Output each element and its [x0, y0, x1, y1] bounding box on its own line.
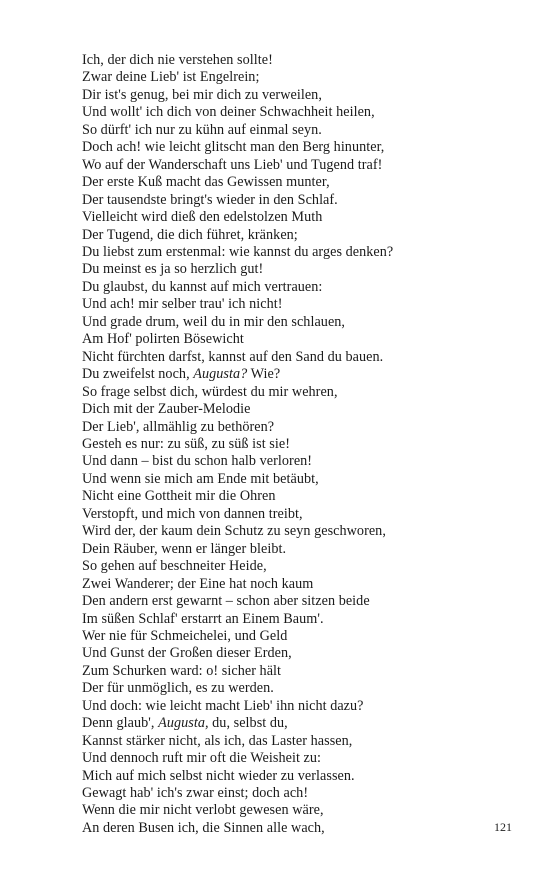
poem-line-text: Zwar deine Lieb' ist Engelrein; [82, 69, 260, 86]
poem-line-text: Und wenn sie mich am Ende mit betäubt, [82, 470, 319, 487]
poem-line [82, 611, 512, 628]
poem-line [82, 384, 512, 401]
poem-line [82, 768, 512, 785]
poem-line-text: Wenn die mir nicht verlobt gewesen wäre, [82, 802, 324, 819]
poem-line-text: Und dennoch ruft mir oft die Weisheit zu: [82, 750, 322, 767]
poem-line-text: Doch ach! wie leicht glitscht man den Berg hinunter, [82, 139, 385, 156]
poem-line [82, 471, 512, 488]
poem-line-text: Wer nie für Schmeichelei, und Geld [82, 627, 288, 644]
poem-line-text: Vielleicht wird dieß den edelstolzen Muth [82, 209, 323, 226]
poem-line [82, 296, 512, 313]
poem-line [82, 698, 512, 715]
page-number: 121 [494, 820, 512, 834]
poem-line [82, 349, 512, 366]
poem-line [82, 366, 512, 383]
poem-line-text: Und dann – bist du schon halb verloren! [82, 453, 313, 470]
poem-line [82, 453, 512, 470]
poem-text [82, 52, 512, 837]
poem-line-text: Und grade drum, weil du in mir den schlauen, [82, 313, 346, 330]
poem-line [82, 279, 512, 296]
poem-line-text: Kannst stärker nicht, als ich, das Laster hassen, [82, 732, 353, 749]
poem-line [82, 802, 512, 819]
poem-line-text: Du meinst es ja so herzlich gut! [82, 261, 264, 278]
poem-line [82, 628, 512, 645]
poem-line-text: Denn glaub', [82, 715, 159, 732]
poem-line [82, 261, 512, 278]
poem-line-text: Der Lieb', allmählig zu bethören? [82, 418, 275, 435]
poem-line [82, 209, 512, 226]
poem-line [82, 541, 512, 558]
poem-line [82, 785, 512, 802]
poem-line [82, 244, 512, 261]
poem-line-text: Nicht fürchten darfst, kannst auf den Sand du bauen. [82, 348, 384, 365]
poem-line-text: du, selbst du, [208, 715, 288, 732]
poem-line [82, 104, 512, 121]
poem-line [82, 558, 512, 575]
poem-line-text: Und wollt' ich dich von deiner Schwachheit heilen, [82, 104, 375, 121]
poem-line [82, 715, 512, 732]
poem-line-text: Zwei Wanderer; der Eine hat noch kaum [82, 575, 314, 592]
poem-line-text: Dich mit der Zauber-Melodie [82, 401, 251, 418]
poem-line-text: Und ach! mir selber trau' ich nicht! [82, 296, 283, 313]
poem-line-text: An deren Busen ich, die Sinnen alle wach, [82, 819, 325, 836]
poem-line [82, 157, 512, 174]
poem-line-text: So gehen auf beschneiter Heide, [82, 558, 267, 575]
poem-line-text: Im süßen Schlaf' erstarrt an Einem Baum'. [82, 610, 324, 627]
poem-line [82, 488, 512, 505]
poem-line [82, 436, 512, 453]
poem-line-text: Und Gunst der Großen dieser Erden, [82, 645, 292, 662]
poem-line-text: Gewagt hab' ich's zwar einst; doch ach! [82, 785, 309, 802]
poem-line-text: Nicht eine Gottheit mir die Ohren [82, 488, 276, 505]
poem-line-text: Der Tugend, die dich führet, kränken; [82, 226, 298, 243]
poem-line [82, 87, 512, 104]
poem-line-text: Der erste Kuß macht das Gewissen munter, [82, 174, 330, 191]
poem-line [82, 680, 512, 697]
poem-line-text: Dein Räuber, wenn er länger bleibt. [82, 540, 287, 557]
poem-line-text: Und doch: wie leicht macht Lieb' ihn nicht dazu? [82, 697, 364, 714]
poem-line [82, 122, 512, 139]
poem-line-text: Wie? [247, 366, 281, 383]
poem-line [82, 401, 512, 418]
poem-line-text: Du glaubst, du kannst auf mich vertrauen: [82, 278, 323, 295]
poem-line [82, 523, 512, 540]
poem-line [82, 69, 512, 86]
poem-line [82, 593, 512, 610]
poem-line-text: Der tausendste bringt's wieder in den Schlaf. [82, 191, 338, 208]
poem-line-text: Du zweifelst noch, [82, 366, 194, 383]
poem-line [82, 192, 512, 209]
poem-line [82, 820, 512, 837]
poem-line-text: Verstopft, und mich von dannen treibt, [82, 505, 303, 522]
poem-line [82, 645, 512, 662]
poem-line-text: Der für unmöglich, es zu werden. [82, 680, 274, 697]
poem-line [82, 663, 512, 680]
poem-line-text: Dir ist's genug, bei mir dich zu verweilen, [82, 86, 322, 103]
poem-line-text: Am Hof' polirten Bösewicht [82, 331, 244, 348]
poem-line [82, 733, 512, 750]
poem-line-text: Wird der, der kaum dein Schutz zu seyn geschworen, [82, 523, 386, 540]
poem-line [82, 227, 512, 244]
poem-line-text: Wo auf der Wanderschaft uns Lieb' und Tugend traf! [82, 156, 383, 173]
poem-line-italic-text: Augusta? [193, 366, 248, 383]
poem-line [82, 419, 512, 436]
poem-line [82, 139, 512, 156]
poem-line-text: Den andern erst gewarnt – schon aber sitzen beide [82, 593, 370, 610]
poem-line [82, 750, 512, 767]
poem-line-italic-text: Augusta, [158, 715, 209, 732]
poem-line-text: So dürft' ich nur zu kühn auf einmal seyn. [82, 121, 322, 138]
poem-line [82, 314, 512, 331]
poem-line [82, 576, 512, 593]
poem-line-text: Zum Schurken ward: o! sicher hält [82, 662, 282, 679]
poem-line [82, 174, 512, 191]
poem-line [82, 506, 512, 523]
poem-line-text: So frage selbst dich, würdest du mir wehren, [82, 383, 338, 400]
poem-line [82, 331, 512, 348]
poem-line-text: Mich auf mich selbst nicht wieder zu verlassen. [82, 767, 355, 784]
poem-line-text: Gesteh es nur: zu süß, zu süß ist sie! [82, 435, 290, 452]
poem-line-text: Du liebst zum erstenmal: wie kannst du arges denken? [82, 243, 394, 260]
poem-line-text: Ich, der dich nie verstehen sollte! [82, 52, 273, 68]
poem-line [82, 52, 512, 69]
